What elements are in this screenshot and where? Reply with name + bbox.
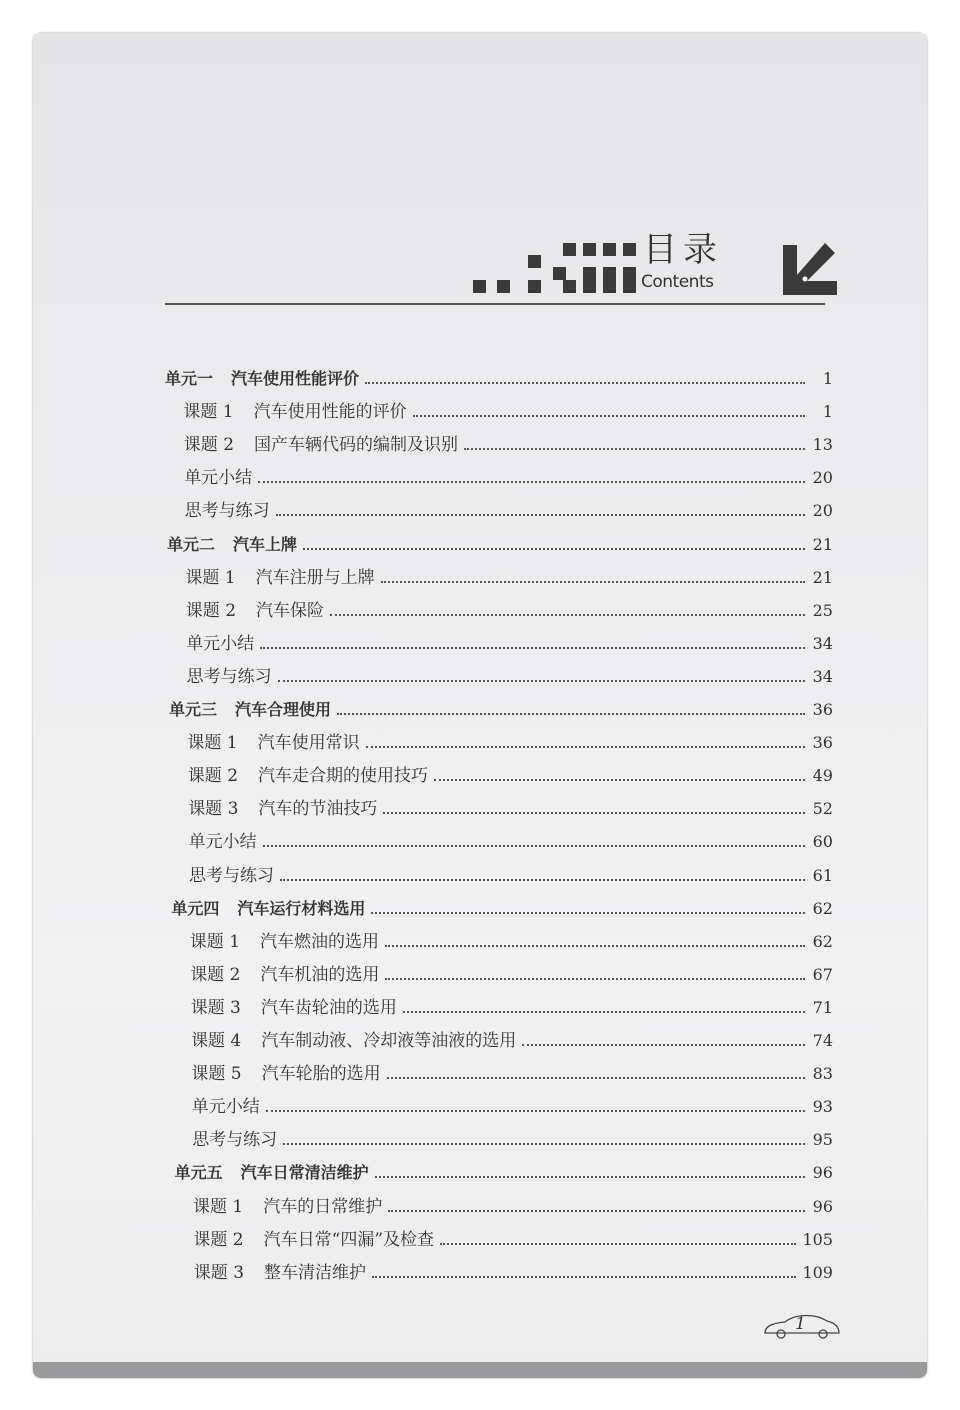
toc-entry xyxy=(192,1127,833,1151)
dot-leader xyxy=(387,1077,805,1079)
toc-title: 思考与练习 xyxy=(192,1130,278,1151)
toc-title: 单元小结 xyxy=(191,1097,260,1118)
toc-unit-entry xyxy=(167,532,833,556)
toc-entry xyxy=(192,1094,833,1118)
square-mark xyxy=(583,243,596,256)
toc-number: 课题 2 xyxy=(190,964,241,985)
toc-page-number: 67 xyxy=(812,964,833,984)
toc-page-number: 109 xyxy=(802,1262,833,1282)
toc-number: 课题 2 xyxy=(185,600,237,621)
toc-number: 课题 3 xyxy=(190,997,241,1018)
dot-leader xyxy=(371,912,805,914)
dot-leader xyxy=(434,779,805,781)
toc-unit-entry xyxy=(175,1160,833,1184)
dot-leader xyxy=(381,581,805,583)
dot-leader xyxy=(337,713,805,715)
toc-entry xyxy=(186,598,833,622)
toc-page-number: 34 xyxy=(812,633,833,653)
toc-number: 单元二 xyxy=(167,534,216,554)
square-mark xyxy=(528,255,541,268)
toc-page-number: 74 xyxy=(812,1031,833,1050)
toc-unit-entry xyxy=(171,896,833,920)
dot-leader xyxy=(385,978,805,980)
toc-unit-entry xyxy=(165,366,833,390)
dot-leader xyxy=(278,680,805,682)
toc-title: 思考与练习 xyxy=(184,501,270,522)
toc-title: 汽车注册与上牌 xyxy=(255,567,375,588)
square-mark xyxy=(583,280,596,293)
toc-title: 汽车日常“四漏”及检查 xyxy=(263,1229,435,1250)
toc-title: 汽车轮胎的选用 xyxy=(261,1064,381,1085)
toc-entry xyxy=(189,863,833,887)
dot-leader xyxy=(403,1011,805,1013)
toc-entry xyxy=(190,962,833,986)
square-mark xyxy=(497,280,510,293)
toc-number: 课题 4 xyxy=(191,1031,242,1051)
dot-leader xyxy=(383,812,805,814)
toc-page-number: 105 xyxy=(802,1229,833,1249)
toc-number: 课题 1 xyxy=(187,733,238,754)
toc-number: 课题 3 xyxy=(188,799,239,820)
toc-entry xyxy=(184,432,833,456)
toc-page-number: 62 xyxy=(812,931,833,951)
page-footer xyxy=(761,1311,841,1345)
square-mark xyxy=(623,280,636,293)
dot-leader xyxy=(440,1243,796,1245)
square-mark xyxy=(623,267,636,280)
toc-title: 汽车运行材料选用 xyxy=(237,898,366,918)
toc-number: 单元四 xyxy=(171,898,220,918)
dot-leader xyxy=(283,1143,805,1145)
dot-leader xyxy=(413,415,805,417)
dot-leader xyxy=(260,647,805,649)
toc-page-number: 49 xyxy=(812,766,833,786)
toc-title: 单元小结 xyxy=(184,468,253,489)
page-number: 1 xyxy=(795,1314,806,1334)
dot-leader xyxy=(375,1176,805,1178)
toc-title: 国产车辆代码的编制及识别 xyxy=(254,435,459,456)
square-mark xyxy=(563,280,576,293)
toc-number: 课题 1 xyxy=(189,931,241,952)
toc-entry xyxy=(184,465,833,489)
toc-number: 课题 1 xyxy=(183,402,234,423)
toc-entry xyxy=(188,796,833,820)
toc-title: 汽车使用性能的评价 xyxy=(253,402,407,423)
toc-title: 汽车上牌 xyxy=(233,534,298,554)
toc-page-number: 34 xyxy=(812,666,833,686)
square-mark xyxy=(528,280,541,293)
toc-number: 课题 1 xyxy=(193,1196,244,1217)
toc-entry xyxy=(191,1028,833,1052)
toc-page-number: 96 xyxy=(812,1196,833,1216)
document-page xyxy=(33,33,927,1378)
toc-title: 思考与练习 xyxy=(186,666,272,687)
toc-number: 课题 3 xyxy=(193,1262,245,1283)
toc-entry xyxy=(183,399,833,423)
square-mark xyxy=(603,243,616,256)
toc-entry xyxy=(188,763,833,787)
toc-title: 汽车日常清洁维护 xyxy=(240,1163,369,1183)
toc-page-number: 13 xyxy=(812,435,833,455)
square-mark xyxy=(583,267,596,280)
toc-number: 单元五 xyxy=(174,1163,223,1183)
toc-page-number: 62 xyxy=(812,898,833,918)
toc-entry xyxy=(189,829,833,853)
toc-entry xyxy=(185,498,833,522)
toc-title: 汽车走合期的使用技巧 xyxy=(258,766,429,787)
toc-title: 汽车使用性能评价 xyxy=(231,369,360,388)
toc-number: 单元一 xyxy=(165,369,214,388)
square-mark xyxy=(473,280,486,293)
toc-number: 课题 1 xyxy=(185,567,236,588)
toc-entry xyxy=(187,730,833,754)
toc-number: 课题 2 xyxy=(193,1229,244,1250)
toc-title: 汽车齿轮油的选用 xyxy=(260,997,397,1018)
toc-page-number: 60 xyxy=(812,832,833,852)
dot-leader xyxy=(258,481,805,483)
toc-entry xyxy=(190,929,833,953)
toc-entry xyxy=(193,1194,833,1218)
toc-number: 课题 2 xyxy=(183,435,235,456)
contents-header xyxy=(473,230,833,303)
toc-title: 汽车的节油技巧 xyxy=(258,799,378,820)
dot-leader xyxy=(365,382,805,384)
dot-leader xyxy=(388,1210,805,1212)
toc-number: 单元三 xyxy=(169,700,218,719)
dot-leader xyxy=(366,746,805,748)
square-mark xyxy=(603,267,616,280)
toc-title: 汽车使用常识 xyxy=(257,733,360,754)
toc-title: 汽车合理使用 xyxy=(235,700,332,719)
arrow-icon xyxy=(783,237,838,295)
title-cn: 目录 xyxy=(643,230,723,270)
toc-title: 单元小结 xyxy=(188,832,257,853)
toc-title: 思考与练习 xyxy=(189,865,274,886)
toc-page-number: 1 xyxy=(822,402,833,422)
toc-title: 汽车保险 xyxy=(256,600,325,621)
toc-unit-entry xyxy=(169,697,833,721)
toc-entry xyxy=(186,631,833,655)
dot-leader xyxy=(280,879,805,881)
toc-page-number: 96 xyxy=(812,1163,833,1183)
toc-entry xyxy=(187,664,833,688)
toc-page-number: 61 xyxy=(812,865,833,885)
toc-page-number: 93 xyxy=(812,1097,833,1117)
toc-page-number: 36 xyxy=(812,733,833,753)
toc-page-number: 52 xyxy=(812,799,833,819)
dot-leader xyxy=(330,614,805,616)
toc-title: 整车清洁维护 xyxy=(264,1262,367,1283)
square-mark xyxy=(603,280,616,293)
toc-entry xyxy=(191,1061,833,1085)
dot-leader xyxy=(303,548,805,550)
toc-title: 汽车机油的选用 xyxy=(260,964,380,985)
toc-title: 汽车燃油的选用 xyxy=(260,931,380,952)
dot-leader xyxy=(522,1044,805,1046)
toc-entry xyxy=(191,995,833,1019)
toc-page-number: 21 xyxy=(812,567,833,587)
toc-title: 汽车制动液、冷却液等油液的选用 xyxy=(261,1031,517,1051)
toc-number: 课题 5 xyxy=(191,1064,242,1085)
toc-page-number: 1 xyxy=(822,369,833,388)
toc-page-number: 36 xyxy=(812,700,833,719)
toc-page-number: 83 xyxy=(812,1064,833,1084)
toc-title: 汽车的日常维护 xyxy=(263,1196,383,1217)
dot-leader xyxy=(266,1110,805,1112)
toc-page-number: 25 xyxy=(812,600,833,620)
toc-page-number: 20 xyxy=(812,501,833,521)
square-mark xyxy=(623,243,636,256)
toc-page-number: 95 xyxy=(812,1130,833,1150)
toc-page-number: 20 xyxy=(812,468,833,488)
toc-entry xyxy=(194,1260,833,1284)
dot-leader xyxy=(385,945,805,947)
toc-entry xyxy=(193,1227,833,1251)
page-bottom-edge xyxy=(33,1362,927,1378)
toc-page-number: 21 xyxy=(812,534,833,554)
toc-page-number: 71 xyxy=(812,997,833,1017)
square-mark xyxy=(553,267,566,280)
toc-title: 单元小结 xyxy=(186,633,255,654)
header-divider xyxy=(165,303,825,305)
dot-leader xyxy=(276,514,805,516)
toc-number: 课题 2 xyxy=(187,766,239,787)
square-mark xyxy=(563,243,576,256)
dot-leader xyxy=(372,1276,796,1278)
dot-leader xyxy=(464,448,805,450)
dot-leader xyxy=(263,845,805,847)
toc-entry xyxy=(185,565,833,589)
title-en: Contents xyxy=(641,272,714,292)
